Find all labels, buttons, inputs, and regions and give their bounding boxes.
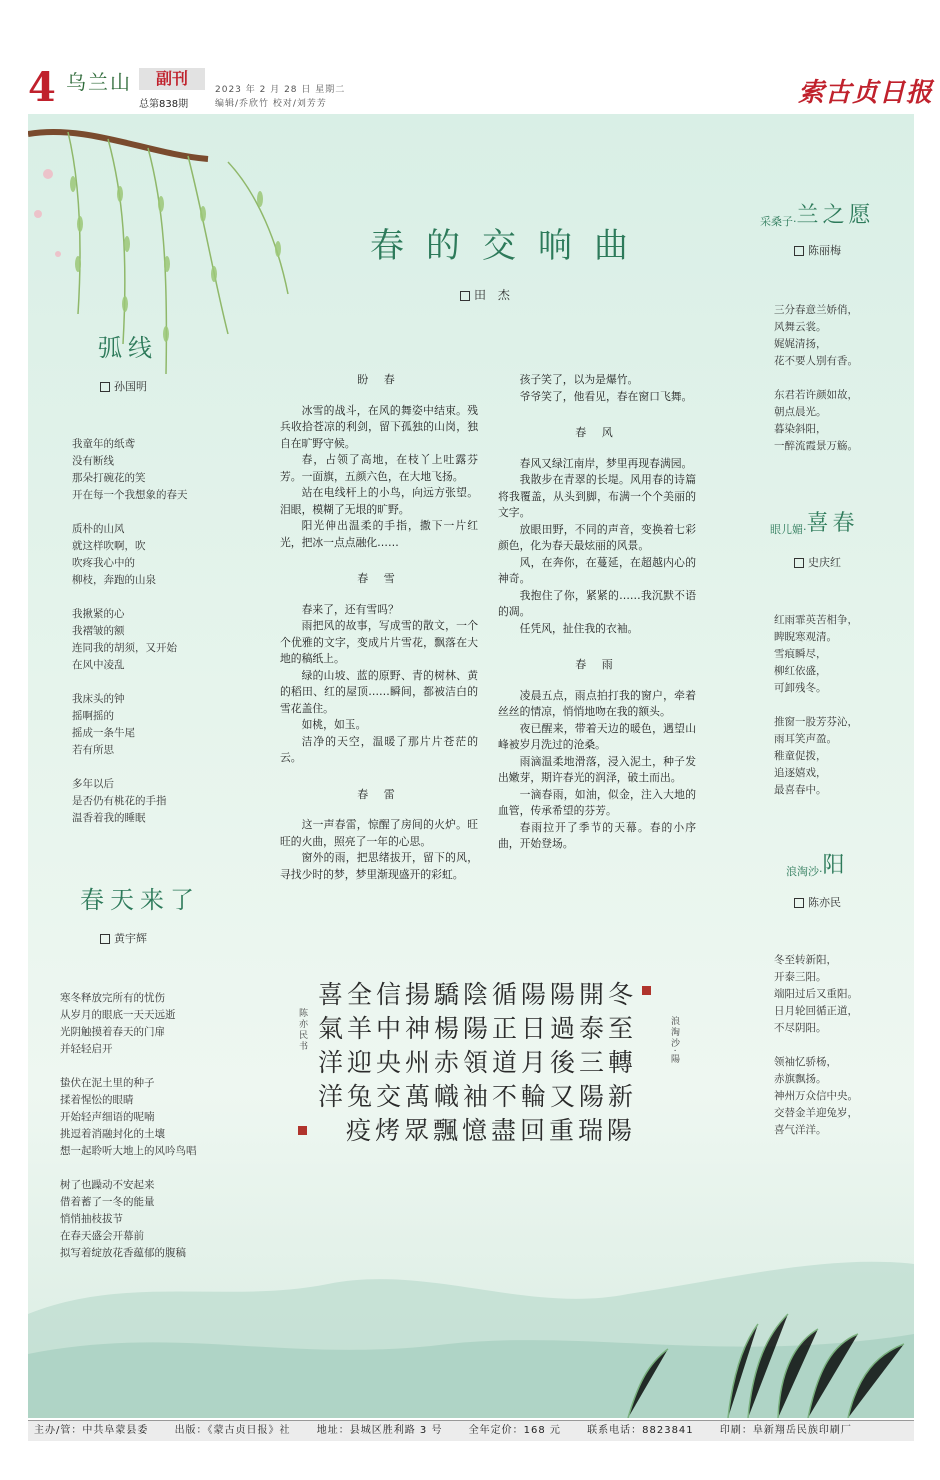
stanza (774, 1054, 858, 1139)
paragraph: 站在电线杆上的小鸟，向远方张望。泪眼，模糊了无垠的旷野。 (280, 486, 478, 516)
poem-line: 开始轻声细语的呢喃 (60, 1111, 155, 1123)
poem-line: 借着蓄了一冬的能量 (60, 1196, 155, 1208)
poem-line: 睥睨寒观清。 (774, 631, 837, 643)
ci-author-name: 陈丽梅 (808, 244, 841, 257)
poem-line: 想一起聆听大地上的风吟鸟唱 (60, 1145, 197, 1157)
ci-title: 兰之愿 (796, 203, 875, 228)
poem-title: 弧线 (98, 334, 158, 362)
poem-line: 赤旗飘扬。 (774, 1073, 827, 1085)
section-heading: 春 雷 (357, 787, 401, 801)
section-heading: 春 雨 (575, 658, 619, 671)
poem-line: 寒冬释放完所有的忧伤 (60, 992, 165, 1004)
article-column-left (280, 372, 478, 903)
poem-line: 摇啊摇的 (72, 710, 114, 722)
footer-host: 主办/管：中共阜蒙县委 (34, 1425, 149, 1436)
stanza (774, 612, 858, 697)
poem-line: 领袖忆骄杨， (774, 1056, 837, 1068)
paragraph: 爷爷笑了，他看见，春在窗口飞舞。 (519, 389, 693, 403)
poem-line: 树了也躁动不安起来 (60, 1179, 155, 1191)
issue-number: 总第838期 (139, 99, 189, 110)
poem-line: 不尽阴阳。 (774, 1022, 827, 1034)
ci-title: 喜春 (806, 511, 859, 536)
poem-line: 冬至转新阳， (774, 954, 837, 966)
stanza (774, 952, 858, 1037)
poem-line: 在春天盛会开幕前 (60, 1230, 144, 1242)
paragraph: 凌晨五点，雨点拍打我的窗户，牵着丝丝的情凉，悄悄地吻在我的额头。 (498, 688, 696, 718)
poem-line: 朝点晨光。 (774, 406, 827, 418)
article-column-right (498, 372, 696, 873)
article-section (280, 372, 478, 551)
poem-line: 一醉流霞景万觞。 (774, 440, 858, 452)
article-section (280, 571, 478, 767)
paragraph: 阳光伸出温柔的手指，撒下一片红光，把冰一点点融化…… (280, 519, 478, 549)
paragraph: 这一声春雷，惊醒了房间的火炉。旺旺的火曲，照亮了一年的心思。 (280, 818, 478, 848)
poem-line: 神州万众信中央。 (774, 1090, 858, 1102)
willow-branch-illustration (28, 114, 388, 414)
paragraph: 绿的山坡、蓝的原野、青的树林、黄的稻田、红的屋顶……瞬间，都被洁白的雪花盖住。 (280, 668, 478, 715)
ci-body (774, 302, 858, 472)
author-box-icon (100, 382, 110, 392)
calligraphy-line: 疫烤眾飄憶盡回重瑞陽 (346, 1116, 637, 1145)
poem-line: 交替金羊迎兔岁， (774, 1107, 858, 1119)
poem-line: 质朴的山风 (72, 523, 125, 535)
poem-line: 喜气洋洋。 (774, 1124, 827, 1136)
stanza (60, 990, 197, 1058)
article-section (498, 657, 696, 853)
editor-line: 编辑/乔欣竹 校对/刘芳芳 (215, 99, 327, 109)
author-box-icon (100, 934, 110, 944)
poem-line: 追逐嬉戏， (774, 767, 827, 779)
ci-tune-name: 眼儿媚· (770, 523, 807, 536)
stanza (774, 387, 858, 455)
poem-line: 挑逗着消融封化的土壤 (60, 1128, 165, 1140)
poem-line: 是否仍有桃花的手指 (72, 795, 167, 807)
ci-author-name: 陈亦民 (808, 896, 841, 909)
ci-heading (770, 506, 859, 537)
author-box-icon (794, 558, 804, 568)
poem-author-name: 黄宇辉 (114, 932, 147, 945)
author-box-icon (460, 291, 470, 301)
poem-line: 我童年的纸鸢 (72, 438, 135, 450)
date-line: 2023 年 2 月 28 日 星期二 (215, 85, 346, 95)
ci-heading (786, 848, 849, 879)
poem-line: 蛰伏在泥土里的种子 (60, 1077, 155, 1089)
poem-title: 春天来了 (80, 886, 200, 914)
calligraphy-inscription: 浪淘沙·陽 (669, 1016, 679, 1065)
poem-line: 我揪紧的心 (72, 608, 125, 620)
poem-line: 红雨霏英苦相争， (774, 614, 858, 626)
ci-title: 阳 (822, 853, 849, 878)
poem-line: 东君若许颜如故， (774, 389, 858, 401)
poem-line: 最喜春中。 (774, 784, 827, 796)
article-section (498, 425, 696, 637)
poem-line: 并轻轻启开 (60, 1043, 113, 1055)
article-section (280, 787, 478, 884)
paragraph: 任凭风，扯住我的衣袖。 (519, 621, 639, 635)
paragraph: 我散步在青翠的长堤。风用春的诗篇将我覆盖，从头到脚，布满一个个美丽的文字。 (498, 473, 696, 519)
ci-author (794, 242, 841, 258)
poem-line: 揉着惺忪的眼睛 (60, 1094, 134, 1106)
footer-address: 地址：县城区胜利路 3 号 (316, 1425, 443, 1436)
poem-author (100, 930, 147, 946)
poem-body (60, 990, 197, 1279)
poem-line: 开泰三阳。 (774, 971, 827, 983)
paragraph: 春来了，还有雪吗？ (301, 602, 399, 616)
paragraph: 一滴春雨，如油，似金，注入大地的血管，传承希望的芬芳。 (498, 787, 696, 817)
calligraphy-line: 氣羊中神楊陽正日過泰至 (318, 1014, 638, 1043)
poem-line: 雨耳笑声盈。 (774, 733, 837, 745)
paragraph: 雨滴温柔地滑落，浸入泥土，种子发出嫩芽，期许春光的润泽，破土而出。 (498, 754, 696, 784)
footer-phone: 联系电话：8823841 (587, 1425, 694, 1436)
poem-line: 悄悄抽枝拔节 (60, 1213, 123, 1225)
paragraph: 如桃，如玉。 (301, 718, 367, 731)
stanza (774, 302, 858, 370)
poem-line: 温香着我的睡眠 (72, 812, 146, 824)
section-tag: 副刊 (139, 68, 205, 90)
poem-line: 花不要人别有香。 (774, 355, 858, 367)
paragraph: 放眼田野，不同的声音，变换着七彩颜色，化为春天最炫丽的风景。 (498, 522, 696, 552)
ci-tune-name: 浪淘沙· (786, 865, 823, 878)
stanza (72, 436, 188, 504)
poem-author-name: 孙国明 (114, 380, 147, 393)
poem-line: 吹疼我心中的 (72, 557, 135, 569)
newspaper-name: 索古贞日报 (798, 78, 934, 108)
ci-author (794, 554, 841, 570)
poem-line: 柳枝，奔跑的山泉 (72, 574, 156, 586)
paragraph: 夜已醒来，带着天边的暖色，遇望山峰被岁月洗过的沧桑。 (498, 721, 696, 751)
poem-line: 那朵打碗花的笑 (72, 472, 146, 484)
poem-line: 多年以后 (72, 778, 114, 790)
section-heading: 盼 春 (357, 373, 401, 386)
poem-line: 三分春意兰娇俏， (774, 304, 858, 316)
stanza (72, 691, 188, 759)
stanza (72, 521, 188, 589)
article-author (460, 286, 514, 303)
footer-price: 全年定价：168 元 (468, 1425, 561, 1436)
ci-author-name: 史庆红 (808, 556, 841, 569)
article-section (498, 372, 696, 405)
section-heading: 春 雪 (357, 572, 401, 585)
paragraph: 春风又绿江南岸，梦里再现春满园。 (519, 456, 693, 470)
footer-bar (28, 1420, 914, 1441)
ci-body (774, 612, 858, 816)
paragraph: 窗外的雨，把思绪拔开，留下的风，寻找少时的梦，梦里渐现盛开的彩虹。 (280, 851, 478, 881)
poem-line: 可卸残冬。 (774, 682, 827, 694)
footer-publisher: 出版：《蒙古贞日报》社 (174, 1425, 291, 1436)
author-box-icon (794, 246, 804, 256)
paragraph: 我抱住了你，紧紧的……我沉默不语的凋。 (498, 588, 696, 618)
calligraphy-inscription: 陈亦民书 (297, 1008, 307, 1052)
seal-stamp-icon (298, 1126, 307, 1135)
ci-heading (760, 198, 875, 229)
paragraph: 孩子笑了，以为是爆竹。 (519, 373, 639, 386)
stanza (72, 606, 188, 674)
stanza (60, 1075, 197, 1160)
poem-line: 从岁月的眼底一天天远逝 (60, 1009, 176, 1021)
poem-line: 没有断线 (72, 455, 114, 467)
poem-line: 就这样吹啊，吹 (72, 540, 146, 552)
poem-line: 我褶皱的额 (72, 625, 125, 637)
calligraphy-line: 洋迎央州赤領道月後三轉 (318, 1048, 638, 1077)
page-number: 4 (28, 64, 56, 111)
paragraph: 春雨拉开了季节的天幕。春的小序曲，开始登场。 (498, 820, 696, 850)
calligraphy-line: 喜全信揚驕陰循陽陽開冬 (318, 980, 638, 1009)
poem-line: 光阴触摸着春天的门扉 (60, 1026, 165, 1038)
paragraph: 雨把风的故事，写成雪的散文，一个个优雅的文字，变成片片雪花，飘落在大地的稿纸上。 (280, 619, 478, 665)
poem-line: 柳红依盛， (774, 665, 827, 677)
calligraphy-line: 洋兔交萬幟袖不輪又陽新 (318, 1082, 638, 1111)
calligraphy-artwork (290, 978, 690, 1158)
poem-line: 娓娓清扬， (774, 338, 827, 350)
ci-tune-name: 采桑子· (760, 215, 797, 228)
author-box-icon (794, 898, 804, 908)
poem-line: 在风中凌乱 (72, 659, 125, 671)
article-title: 春的交响曲 (370, 226, 650, 266)
poem-line: 稚童促拨， (774, 750, 827, 762)
stanza (60, 1177, 197, 1262)
footer-printer: 印刷：阜新翔岳民族印刷厂 (719, 1425, 852, 1436)
column-logo: 乌兰山 (66, 70, 132, 94)
seal-stamp-icon (642, 986, 651, 995)
stanza (72, 776, 188, 827)
section-heading: 春 风 (575, 426, 619, 439)
article-author-name: 田 杰 (474, 288, 514, 302)
poem-line: 日月轮回循正道， (774, 1005, 858, 1017)
poem-body (72, 436, 188, 844)
poem-line: 暮染斜阳， (774, 423, 827, 435)
paragraph: 春，占领了高地，在枝丫上吐露芬芳。一面旗，五颜六色，在大地飞扬。 (280, 453, 478, 483)
ci-body (774, 952, 858, 1156)
poem-line: 推窗一股芳芬沁， (774, 716, 858, 728)
ci-author (794, 894, 841, 910)
poem-line: 我床头的钟 (72, 693, 125, 705)
poem-line: 风舞云裳。 (774, 321, 827, 333)
poem-line: 拟写着绽放花香蕴郁的腹稿 (60, 1247, 186, 1259)
poem-line: 连同我的胡须，又开始 (72, 642, 177, 654)
poem-line: 摇成一条牛尾 (72, 727, 135, 739)
paragraph: 冰雪的战斗，在风的舞姿中结束。残兵收拾苍凉的利剑，留下孤独的山岗，独自在旷野守候。 (280, 403, 478, 450)
poem-line: 开在每一个我想象的春天 (72, 489, 188, 501)
paragraph: 风，在奔你，在蔓延，在超越内心的神奇。 (498, 555, 696, 585)
stanza (774, 714, 858, 799)
calligraphy-text (318, 978, 637, 1148)
poem-author (100, 378, 147, 394)
poem-line: 若有所思 (72, 744, 114, 756)
poem-line: 端阳过后又重阳。 (774, 988, 858, 1000)
poem-line: 雪痕瞬尽， (774, 648, 827, 660)
paragraph: 洁净的天空，温暖了那片片苍茫的云。 (280, 734, 478, 764)
